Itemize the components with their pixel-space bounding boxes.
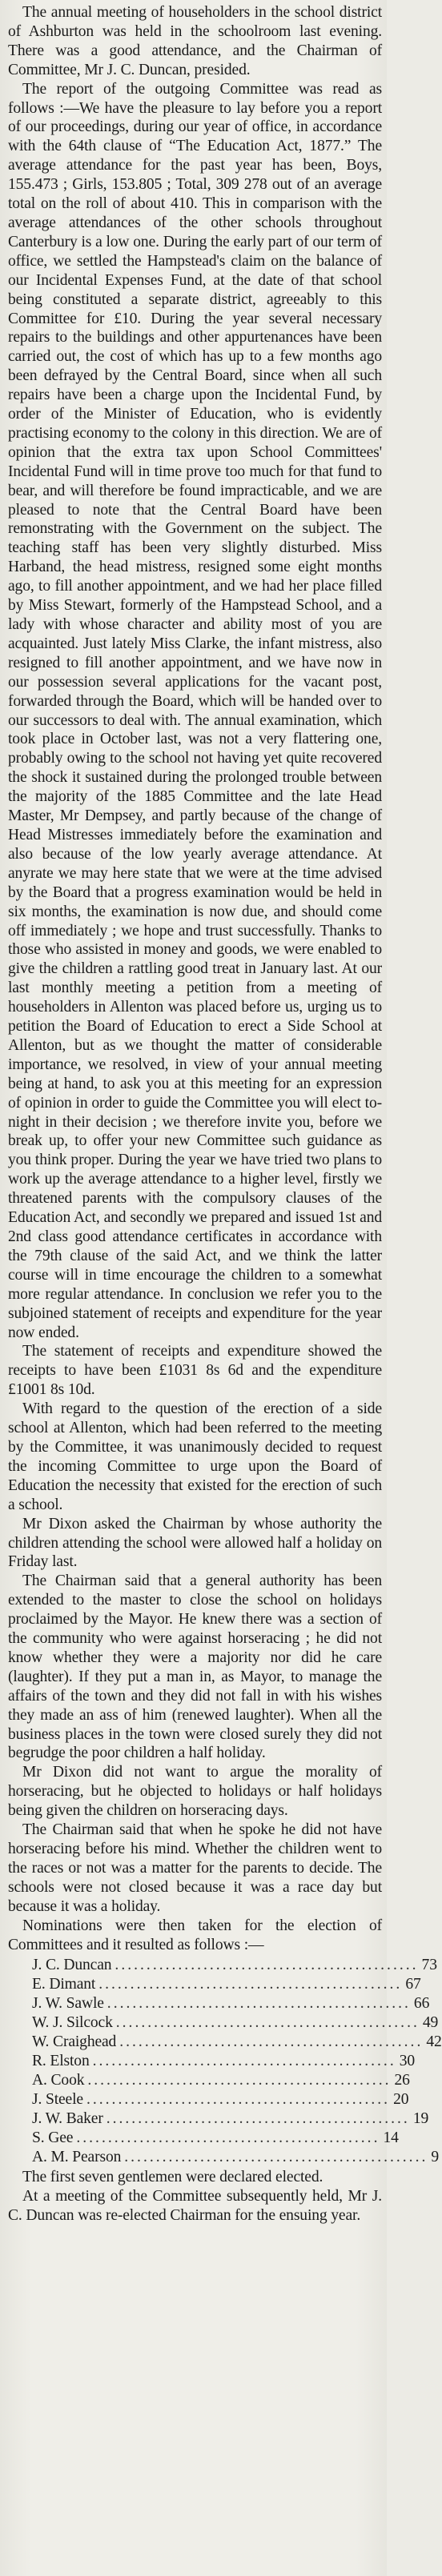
vote-count: 42: [426, 2033, 442, 2051]
vote-count: 14: [383, 2129, 399, 2146]
result-row: [32, 1994, 430, 2013]
vote-count: 19: [412, 2109, 429, 2127]
dot-leader: ................................................: [106, 1995, 411, 2013]
result-row: [32, 2052, 416, 2071]
dot-leader: ................................................: [87, 2071, 392, 2089]
dot-leader: ................................................: [86, 2090, 391, 2108]
paragraph-dixon-question: Mr Dixon asked the Chairman by whose authority the children attending the school were allowed half a holiday on Friday last.: [8, 1515, 382, 1571]
result-row: [32, 1975, 421, 1994]
dot-leader: ................................................: [76, 2129, 380, 2146]
paragraph-chairman-reelected: At a meeting of the Committee subsequently held, Mr J. C. Duncan was re-elected Chairman for the ensuing year.: [8, 2188, 382, 2225]
result-row: [32, 2090, 409, 2109]
result-row: [32, 1956, 437, 1975]
candidate-name: S. Gee: [32, 2129, 74, 2146]
paragraph-dixon-objection: Mr Dixon did not want to argue the morality of horseracing, but he objected to holidays or half holidays being given the children on horseracing days.: [8, 1764, 382, 1820]
paragraph-chairman-response: The Chairman said that when he spoke he did not have horseracing before his mind. Whether the children went to the races or not was a matter for the parents to decide. The schools were not closed because it was a race day but because it was a holiday.: [8, 1821, 382, 1915]
result-row: [32, 2129, 399, 2148]
candidate-name: W. J. Silcock: [32, 2014, 113, 2032]
paragraph-committee-report: The report of the outgoing Committee was read as follows :—We have the pleasure to lay before you a report of our proceedings, during our year of office, in accordance with the 64th clause of “The Education Act, 1877.” The average attendance for the past year has been, Boys, 155.473 ; Girls, 153.805 ; Total, 309 278 out of an average total on the roll of about 410. This in comparison with the average attendances of the other schools throughout Canterbury is a low one. During the early part of our term of office, we settled the Hampstead's claim on the balance of our Incidental Expenses Fund, at the date of that school being constituted a separate district, agreeably to this Committee for £10. During the year several necessary repairs to the buildings and other appurtenances have been carried out, the cost of which has up to a few months ago been defrayed by the Central Board, since when all such repairs have been a charge upon the Incidental Fund, by order of the Minister of Education, who is evidently practising economy to the colony in this direction. We are of opinion that the extra tax upon School Committees' Incidental Fund will in time prove too much for that fund to bear, and will therefore be found impracticable, and we are pleased to note that the Central Board have been remonstrating with the Government on the subject. The teaching staff has been very slightly disturbed. Miss Harband, the head mistress, resigned some eight months ago, to fill another appointment, and we had her place filled by Miss Stewart, formerly of the Hampstead School, and a lady with whose character and ability most of you are acquainted. Just lately Miss Clarke, the infant mistress, also resigned to fill another appointment, and we have now in our possession several applications for the vacant post, forwarded through the Board, which will be handed over to our successors to deal with. The annual examination, which took place in October last, was not a very flattering one, probably owing to the school not having yet quite recovered the shock it sustained during the prolonged trouble between the majority of the 1885 Committee and the late Head Master, Mr Dempsey, and partly because of the change of Head Mistresses immediately before the examination and also because of the low yearly average attendance. At anyrate we may here state that we were at the time advised by the Board that a progress examination would be held in six months, the examination is now due, and should come off immediately ; we hope and trust successfully. Thanks to those who assisted in money and goods, we were enabled to give the children a rattling good treat in January last. At our last monthly meeting a petition from a meeting of householders in Allenton was placed before us, urging us to petition the Board of Education to erect a Side School at Allenton, but as we thought the matter of considerable importance, we resolved, in view of your annual meeting being at hand, to ask you at this meeting for an expression of opinion in order to guide the Committee you will elect to-night in their decision ; we therefore invite you, before we break up, to offer your new Committee such guidance as you think proper. During the year we have tried two plans to work up the average attendance to a higher level, firstly we threatened parents with the compulsory clauses of the Education Act, and secondly we prepared and issued 1st and 2nd class good attendance certificates in accordance with the 79th clause of the said Act, and we think the latter course will in time encourage the children to a somewhat more regular attendance. In conclusion we refer you to the subjoined statement of receipts and expenditure for the year now ended.: [8, 80, 382, 1341]
article-body: [8, 3, 442, 2225]
dot-leader: ................................................: [98, 1976, 403, 1993]
candidate-name: E. Dimant: [32, 1976, 96, 1993]
election-results: [8, 1956, 442, 2166]
result-row: [32, 2071, 410, 2090]
dot-leader: ................................................: [124, 2148, 428, 2165]
vote-count: 66: [413, 1995, 430, 2013]
dot-leader: ................................................: [92, 2052, 396, 2069]
candidate-name: J. Steele: [32, 2090, 83, 2108]
result-row: [32, 2013, 439, 2033]
paragraph-nominations: Nominations were then taken for the election of Committees and it resulted as follows :—: [8, 1917, 382, 1953]
candidate-name: W. Craighead: [32, 2033, 117, 2051]
candidate-name: J. C. Duncan: [32, 1957, 112, 1974]
candidate-name: J. W. Baker: [32, 2109, 103, 2127]
dot-leader: ................................................: [115, 1957, 419, 1974]
vote-count: 30: [399, 2052, 416, 2069]
vote-count: 26: [394, 2071, 410, 2089]
dot-leader: ................................................: [106, 2109, 410, 2127]
paragraph-chairman-reply: The Chairman said that a general authority has been extended to the master to close the school on holidays proclaimed by the Mayor. He knew there was a section of the community who were against horseracing ; he did not know whether they were a majority nor did he care (laughter). If they put a man in, as Mayor, to manage the affairs of the town and they did not fall in with his wishes they made an ass of him (renewed laughter). When all the business places in the town were closed surely they did not begrudge the poor children a half holiday.: [8, 1572, 382, 1762]
candidate-name: R. Elston: [32, 2052, 90, 2069]
result-row: [32, 2033, 442, 2052]
vote-count: 20: [393, 2090, 409, 2108]
vote-count: 67: [405, 1976, 421, 1993]
result-row: [32, 2109, 429, 2129]
dot-leader: ................................................: [115, 2014, 420, 2032]
paragraph-intro: The annual meeting of householders in the school district of Ashburton was held in the schoolroom last evening. There was a good attendance, and the Chairman of Committee, Mr J. C. Duncan, presided.: [8, 4, 382, 78]
vote-count: 73: [421, 1957, 437, 1974]
vote-count: 49: [422, 2014, 439, 2032]
result-row: [32, 2148, 440, 2167]
paragraph-statement: The statement of receipts and expenditure showed the receipts to have been £1031 8s 6d and the expenditure £1001 8s 10d.: [8, 1343, 382, 1399]
paragraph-side-school: With regard to the question of the erection of a side school at Allenton, which had been referred to the meeting by the Committee, it was unanimously decided to request the incoming Committee to urge upon the Board of Education the necessity that existed for the erection of such a school.: [8, 1400, 382, 1513]
dot-leader: ................................................: [119, 2033, 424, 2051]
paragraph-elected: The first seven gentlemen were declared elected.: [22, 2169, 323, 2186]
candidate-name: J. W. Sawle: [32, 1995, 104, 2013]
candidate-name: A. Cook: [32, 2071, 85, 2089]
vote-count: 9: [431, 2148, 440, 2165]
candidate-name: A. M. Pearson: [32, 2148, 122, 2165]
